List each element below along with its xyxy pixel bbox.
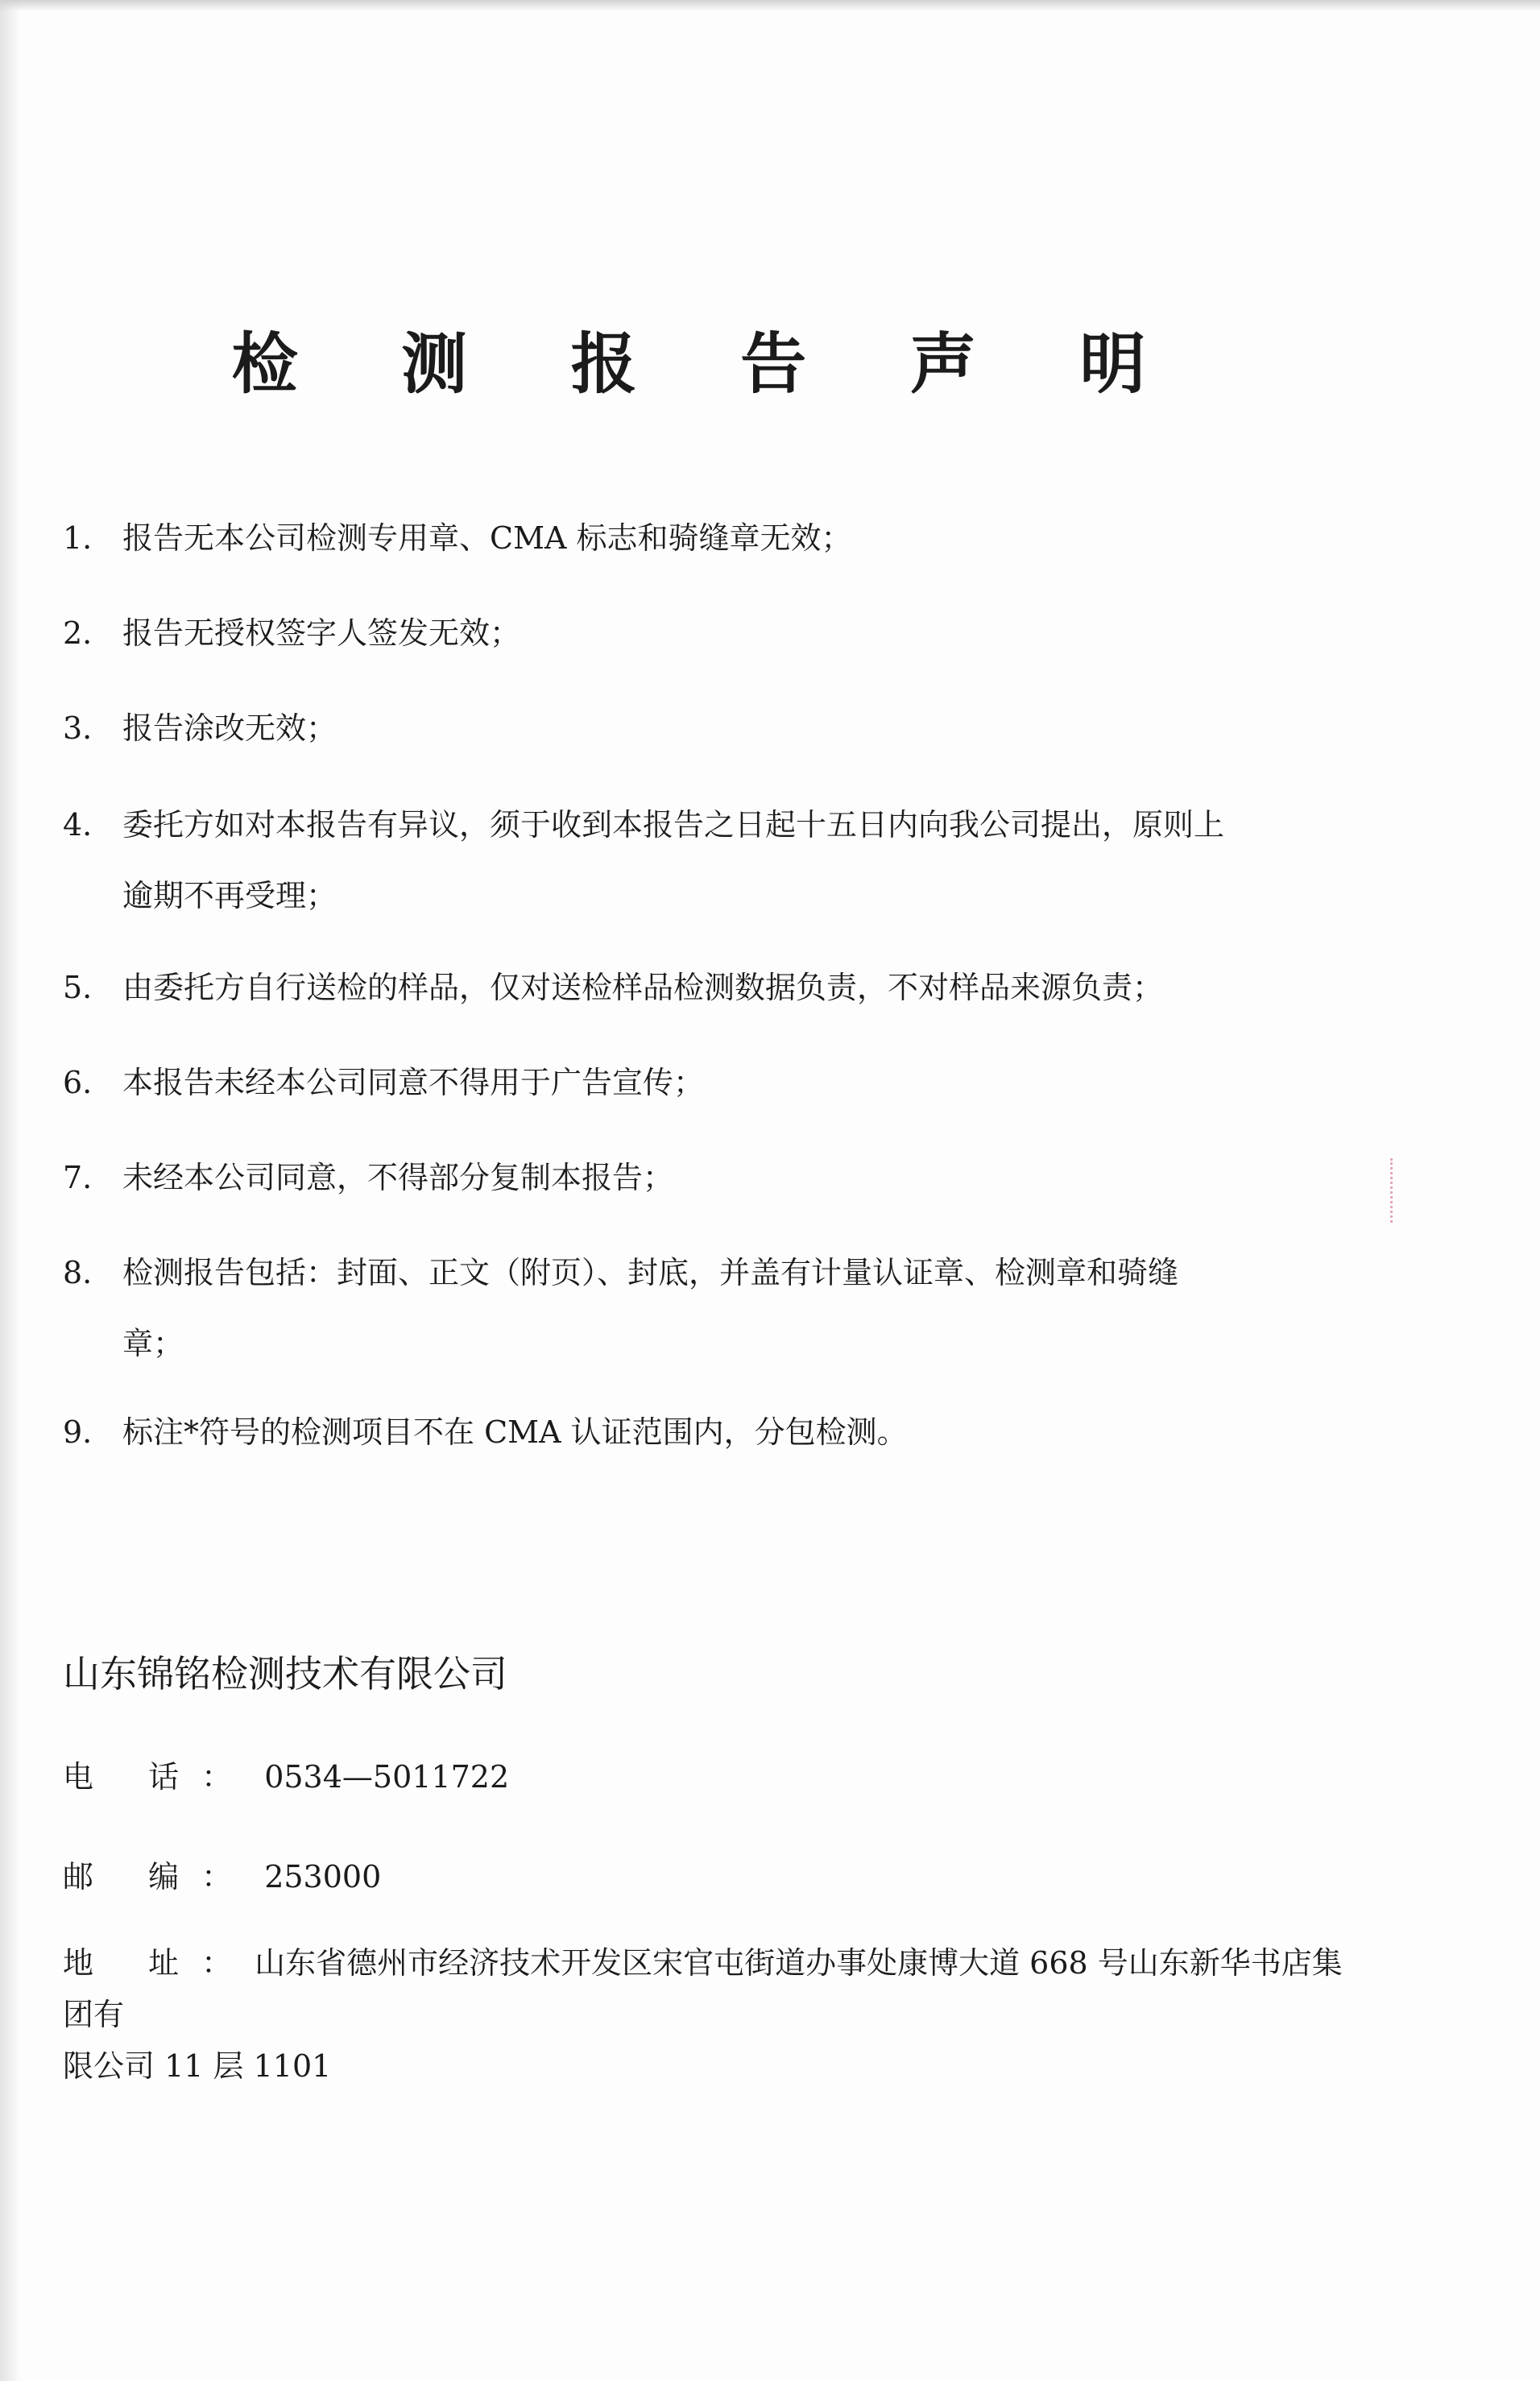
statement-text: 标注*符号的检测项目不在 CMA 认证范围内，分包检测。 (122, 1414, 908, 1450)
address-label: 地 址： (63, 1945, 255, 1981)
phone-line (63, 1751, 509, 1803)
postcode-line (63, 1851, 381, 1903)
page-top-shadow (0, 0, 1540, 11)
address-line (63, 1937, 1368, 2092)
statement-text: 由委托方自行送检的样品，仅对送检样品检测数据负责，不对样品来源负责； (122, 970, 1164, 1005)
statement-number: 4. (63, 807, 93, 843)
statement-text: 报告无本公司检测专用章、CMA 标志和骑缝章无效； (122, 520, 852, 556)
phone-number: 0534—5011722 (264, 1759, 510, 1795)
statement-number: 9. (63, 1414, 93, 1450)
statement-number: 1. (63, 520, 93, 556)
statement-number: 7. (63, 1160, 93, 1195)
statement-text: 报告涂改无效； (122, 710, 337, 746)
statement-number: 2. (63, 615, 93, 651)
statement-number: 3. (63, 710, 93, 746)
statement-number: 8. (63, 1255, 93, 1290)
postcode-value: 253000 (264, 1859, 382, 1894)
address-value: 山东省德州市经济技术开发区宋官屯街道办事处康博大道 668 号山东新华书店集团有 限公司 11 层 1101 (63, 1945, 1343, 2084)
statement-text: 本报告未经本公司同意不得用于广告宣传； (122, 1065, 705, 1100)
statement-text: 委托方如对本报告有异议，须于收到本报告之日起十五日内向我公司提出，原则上 逾期不再受理； (122, 807, 1225, 913)
phone-label: 电 话： (63, 1759, 255, 1795)
statement-text: 检测报告包括：封面、正文（附页）、封底，并盖有计量认证章、检测章和骑缝 章； (122, 1255, 1179, 1361)
statement-number: 5. (63, 970, 93, 1005)
postcode-label: 邮 编： (63, 1859, 255, 1894)
statement-number: 6. (63, 1065, 93, 1100)
page-title: 检 测 报 告 声 明 (231, 326, 1186, 403)
stamp-trace (1379, 1158, 1393, 1223)
company-name: 山东锦铭检测技术有限公司 (63, 1652, 507, 1696)
statement-text: 未经本公司同意，不得部分复制本报告； (122, 1160, 674, 1195)
statement-text: 报告无授权签字人签发无效； (122, 615, 521, 651)
